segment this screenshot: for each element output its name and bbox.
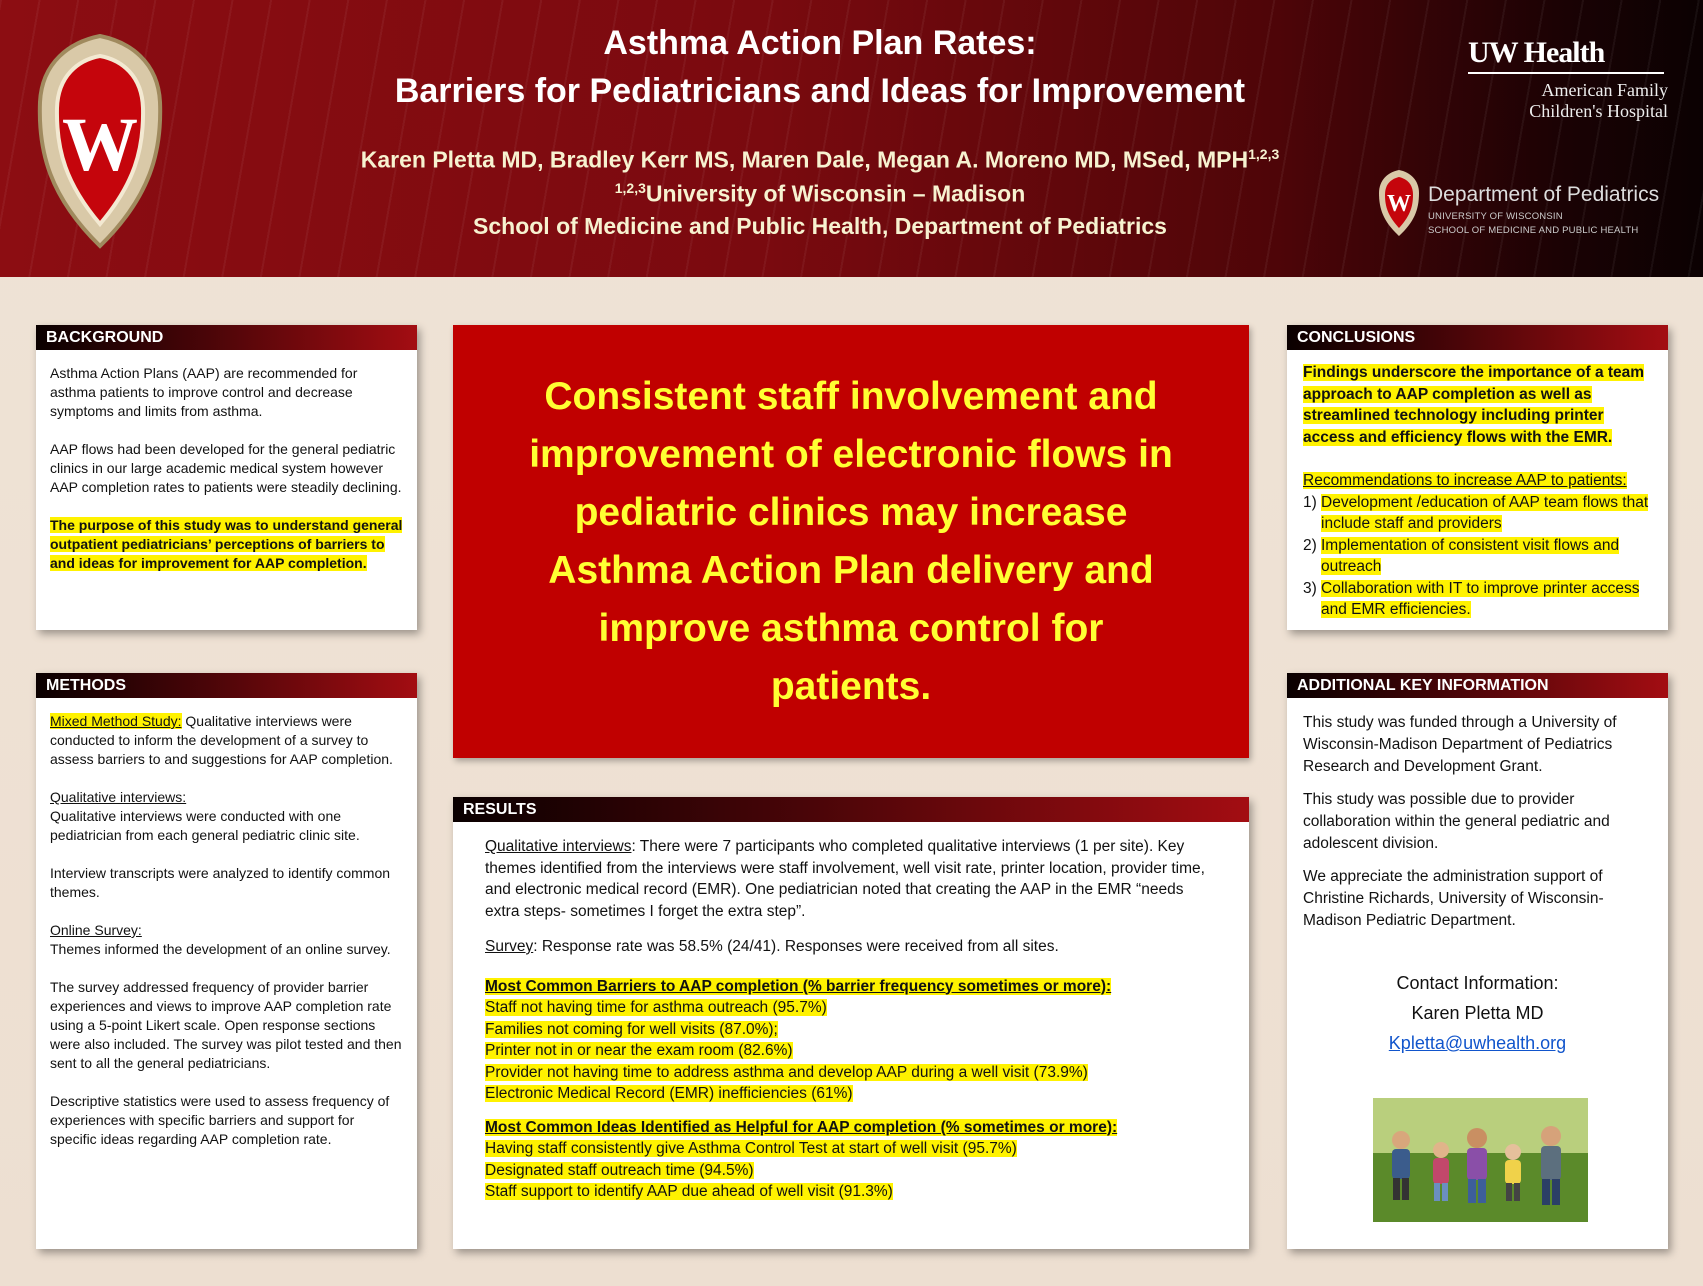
list-item: 3) Collaboration with IT to improve printer access and EMR efficiencies. [1303,579,1640,618]
dept-sub: UNIVERSITY OF WISCONSIN SCHOOL OF MEDICINE AND PUBLIC HEALTH [1428,211,1639,236]
contact-label: Contact Information: [1396,973,1559,993]
conclusions-panel [1287,325,1668,630]
results-qualitative: Qualitative interviews: There were 7 participants who completed qualitative interviews (1 per site). Key themes identified from the interviews were staff involvement, well visit rate, printer location, provider time, and electronic medical record (EMR). One pediatrician noted that creating the AAP in the EMR “needs extra steps- sometimes I forget the extra step”. [485,838,1205,920]
ideas-list [485,1117,1219,1203]
conclusions-heading: CONCLUSIONS [1287,325,1668,350]
methods-panel [36,673,417,1249]
results-heading: RESULTS [453,797,1249,822]
list-item: Staff support to identify AAP due ahead of well visit (91.3%) [485,1183,893,1200]
background-p2: AAP flows had been developed for the general pediatric clinics in our large academic medical system however AAP completion rates to patients were steadily declining. [50,441,402,495]
affiliation-university: $^{1,2,3}$University of Wisconsin – Madison [614,180,1026,207]
methods-heading: METHODS [36,673,417,698]
additional-p1: This study was funded through a University of Wisconsin-Madison Department of Pediatrics Research and Development Grant. [1303,714,1617,775]
callout-text: Consistent staff involvement and improvement of electronic flows in pediatric clinics may increase Asthma Action Plan delivery and improve asthma control for patients. [529,374,1173,708]
background-heading: BACKGROUND [36,325,417,350]
additional-p3: We appreciate the administration support of Christine Richards, University of Wisconsin-Madison Pediatric Department. [1303,868,1604,929]
additional-info-panel [1287,673,1668,1249]
methods-survey: Online Survey: Themes informed the development of an online survey. [50,922,391,957]
dept-name: Department of Pediatrics [1428,183,1660,206]
background-panel [36,325,417,630]
ideas-heading: Most Common Ideas Identified as Helpful for AAP completion (% sometimes or more): [485,1118,1118,1136]
recommendations-heading: Recommendations to increase AAP to patients: [1303,472,1627,489]
svg-text:W: W [62,103,138,187]
poster-title-line2: Barriers for Pediatricians and Ideas for Improvement [394,72,1246,110]
conclusions-findings: Findings underscore the importance of a team approach to AAP completion as well as streamlined technology including printer access and efficiency flows with the EMR. [1303,364,1645,446]
dept-pediatrics-logo [1376,168,1676,240]
methods-stats: Descriptive statistics were used to assess frequency of experiences with specific barriers and support for specific ideas regarding AAP completion rate. [50,1093,390,1147]
list-item: Provider not having time to address asthma and develop AAP during a well visit (73.9%) [485,1063,1088,1081]
methods-survey-detail: The survey addressed frequency of provider barrier experiences and views to improve AAP completion rate using a 5-point Likert scale. Open response sections were also included. The survey was pilot tested and then sent to all the general pediatricians. [50,979,402,1071]
uwhealth-logo [1468,36,1668,122]
mini-crest-icon [1376,168,1422,238]
list-item: Families not coming for well visits (87.0%); [485,1020,778,1038]
uwhealth-brand: UW Health [1468,36,1605,69]
affiliation-school: School of Medicine and Public Health, Department of Pediatrics [473,213,1167,239]
list-item: Printer not in or near the exam room (82.6%) [485,1042,793,1059]
contact-email-link[interactable]: Kpletta@uwhealth.org [1388,1033,1567,1053]
list-item: Designated staff outreach time (94.5%) [485,1161,754,1179]
poster-title-line1: Asthma Action Plan Rates: [603,24,1037,62]
recommendations-list [1303,492,1652,621]
list-item: Electronic Medical Record (EMR) inefficiencies (61%) [485,1085,853,1102]
additional-p2: This study was possible due to provider collaboration within the general pediatric and adolescent division. [1303,791,1610,852]
methods-qualitative: Qualitative interviews: Qualitative interviews were conducted with one pediatrician from each general pediatric clinic site. [50,789,360,843]
key-finding-callout [453,325,1249,758]
contact-info [1303,968,1652,1058]
uw-crest-logo [30,32,170,250]
children-running-photo [1373,1098,1588,1222]
methods-mixed: Mixed Method Study: Qualitative interviews were conducted to inform the development of a survey to assess barriers to and suggestions for AAP completion. [50,713,393,767]
barriers-heading: Most Common Barriers to AAP completion (% barrier frequency sometimes or more): [485,977,1112,995]
authors: Karen Pletta MD, Bradley Kerr MS, Maren Dale, Megan A. Moreno MD, MSed, MPH$^{1,2,3}$ [360,146,1280,173]
additional-heading: ADDITIONAL KEY INFORMATION [1287,673,1668,698]
svg-text:W: W [1387,191,1411,217]
list-item: Having staff consistently give Asthma Control Test at start of well visit (95.7%) [485,1140,1017,1157]
background-p1: Asthma Action Plans (AAP) are recommended for asthma patients to improve control and decrease symptoms and limits from asthma. [50,365,358,419]
barriers-list [485,976,1219,1105]
list-item: 1) Development /education of AAP team flows that include staff and providers [1303,493,1649,532]
list-item: 2) Implementation of consistent visit flows and outreach [1303,536,1620,575]
uwhealth-sub1: American Family [1541,80,1668,100]
results-panel [453,797,1249,1249]
contact-name: Karen Pletta MD [1411,1003,1544,1023]
poster-header [0,0,1703,277]
methods-transcripts: Interview transcripts were analyzed to identify common themes. [50,865,391,900]
background-purpose: The purpose of this study was to understand general outpatient pediatricians’ perceptions of barriers to and ideas for improvement for AAP completion. [50,517,403,571]
results-survey: Survey: Response rate was 58.5% (24/41). Responses were received from all sites. [485,938,1059,955]
uwhealth-sub2: Children's Hospital [1529,101,1668,121]
list-item: Staff not having time for asthma outreach (95.7%) [485,999,827,1016]
